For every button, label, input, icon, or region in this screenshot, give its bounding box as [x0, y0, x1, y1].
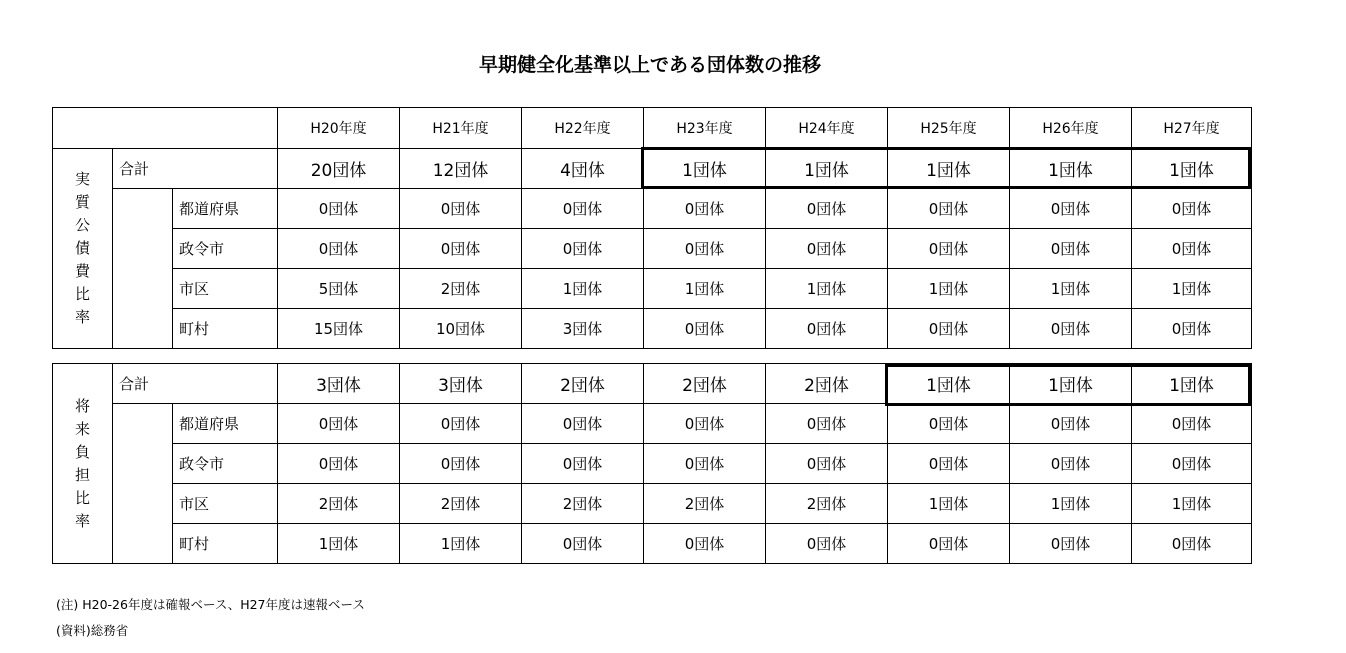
cell-value: 0団体: [400, 444, 522, 484]
total-value: 12団体: [400, 149, 522, 189]
footnote: (注) H20-26年度は確報ベース、H27年度は速報ベース: [56, 597, 365, 612]
total-value: 1団体: [1010, 364, 1132, 404]
total-value: 2団体: [766, 364, 888, 404]
cell-value: 0団体: [1132, 309, 1252, 349]
cell-value: 0団体: [522, 524, 644, 564]
total-value: 20団体: [278, 149, 400, 189]
section-label-char: 質: [74, 193, 90, 211]
total-value: 1団体: [766, 149, 888, 189]
row-label: 都道府県: [173, 189, 278, 229]
cell-value: 5団体: [278, 269, 400, 309]
column-header: H25年度: [888, 108, 1010, 149]
row-label: 市区: [173, 269, 278, 309]
column-header: H27年度: [1132, 108, 1252, 149]
header-row: [53, 108, 1252, 149]
section-label-char: 比: [74, 285, 90, 303]
cell-value: 0団体: [278, 229, 400, 269]
row-label: 町村: [173, 524, 278, 564]
section-label-char: 債: [74, 239, 90, 257]
cell-value: 1団体: [644, 269, 766, 309]
total-value: 2団体: [644, 364, 766, 404]
cell-value: 0団体: [888, 309, 1010, 349]
total-value: 1団体: [1010, 149, 1132, 189]
cell-value: 2団体: [400, 484, 522, 524]
section-label-char: 担: [74, 465, 90, 484]
total-value: 1団体: [1132, 364, 1252, 404]
section-label: [53, 364, 113, 564]
cell-value: 1団体: [522, 269, 644, 309]
cell-value: 0団体: [888, 229, 1010, 269]
cell-value: 0団体: [766, 524, 888, 564]
cell-value: 0団体: [1132, 524, 1252, 564]
table-row: [53, 444, 1252, 484]
cell-value: 0団体: [1010, 189, 1132, 229]
cell-value: 0団体: [278, 404, 400, 444]
cell-value: 0団体: [1010, 524, 1132, 564]
cell-value: 2団体: [766, 484, 888, 524]
cell-value: 0団体: [522, 404, 644, 444]
column-header: H21年度: [400, 108, 522, 149]
row-label: 町村: [173, 309, 278, 349]
total-value: 4団体: [522, 149, 644, 189]
section-label: [53, 149, 113, 349]
cell-value: 3団体: [522, 309, 644, 349]
column-header: H23年度: [644, 108, 766, 149]
cell-value: 0団体: [888, 444, 1010, 484]
total-value: 1団体: [644, 149, 766, 189]
cell-value: 2団体: [400, 269, 522, 309]
total-label: 合計: [113, 149, 278, 189]
cell-value: 0団体: [644, 444, 766, 484]
indent-cell: [113, 404, 173, 564]
cell-value: 0団体: [644, 189, 766, 229]
column-header: H22年度: [522, 108, 644, 149]
table-row: [53, 524, 1252, 564]
column-header: H26年度: [1010, 108, 1132, 149]
cell-value: 0団体: [766, 189, 888, 229]
cell-value: 1団体: [278, 524, 400, 564]
section-label-char: 負: [74, 442, 90, 461]
cell-value: 0団体: [888, 524, 1010, 564]
cell-value: 15団体: [278, 309, 400, 349]
table-row: [53, 484, 1252, 524]
table-row: [53, 229, 1252, 269]
cell-value: 1団体: [888, 484, 1010, 524]
section-label-char: 公: [74, 216, 90, 234]
row-label: 政令市: [173, 229, 278, 269]
cell-value: 0団体: [644, 524, 766, 564]
cell-value: 0団体: [1132, 444, 1252, 484]
column-header: H20年度: [278, 108, 400, 149]
column-header: H24年度: [766, 108, 888, 149]
indent-cell: [113, 189, 173, 349]
cell-value: 2団体: [278, 484, 400, 524]
page-title: 早期健全化基準以上である団体数の推移: [478, 54, 821, 76]
total-row: [53, 149, 1252, 189]
cell-value: 0団体: [400, 404, 522, 444]
cell-value: 0団体: [766, 309, 888, 349]
total-value: 3団体: [400, 364, 522, 404]
cell-value: 10団体: [400, 309, 522, 349]
cell-value: 1団体: [766, 269, 888, 309]
source-note: (資料)総務省: [56, 623, 129, 638]
total-value: 3団体: [278, 364, 400, 404]
table-row: [53, 309, 1252, 349]
cell-value: 0団体: [644, 229, 766, 269]
cell-value: 0団体: [522, 229, 644, 269]
data-table: [52, 107, 1252, 564]
cell-value: 0団体: [1132, 404, 1252, 444]
section-gap: [53, 349, 1252, 364]
table-row: [53, 269, 1252, 309]
cell-value: 0団体: [644, 404, 766, 444]
section-label-char: 費: [74, 262, 90, 280]
cell-value: 1団体: [888, 269, 1010, 309]
cell-value: 0団体: [1132, 189, 1252, 229]
total-row: [53, 364, 1252, 404]
total-value: 1団体: [1132, 149, 1252, 189]
cell-value: 0団体: [888, 189, 1010, 229]
gap-cell: [53, 349, 1252, 364]
cell-value: 0団体: [888, 404, 1010, 444]
header-corner: [53, 108, 278, 149]
cell-value: 0団体: [1010, 444, 1132, 484]
cell-value: 0団体: [522, 189, 644, 229]
cell-value: 1団体: [1010, 269, 1132, 309]
cell-value: 1団体: [400, 524, 522, 564]
cell-value: 1団体: [1010, 484, 1132, 524]
section-label-char: 来: [74, 419, 90, 438]
table-row: [53, 404, 1252, 444]
cell-value: 0団体: [766, 444, 888, 484]
cell-value: 2団体: [522, 484, 644, 524]
cell-value: 0団体: [1132, 229, 1252, 269]
total-label: 合計: [113, 364, 278, 404]
cell-value: 2団体: [644, 484, 766, 524]
row-label: 都道府県: [173, 404, 278, 444]
cell-value: 0団体: [766, 404, 888, 444]
cell-value: 1団体: [1132, 484, 1252, 524]
cell-value: 0団体: [522, 444, 644, 484]
cell-value: 0団体: [400, 189, 522, 229]
cell-value: 0団体: [644, 309, 766, 349]
total-value: 1団体: [888, 364, 1010, 404]
cell-value: 0団体: [1010, 404, 1132, 444]
section-label-char: 実: [74, 170, 90, 188]
cell-value: 0団体: [1010, 309, 1132, 349]
cell-value: 0団体: [278, 189, 400, 229]
cell-value: 0団体: [766, 229, 888, 269]
row-label: 政令市: [173, 444, 278, 484]
section-label-char: 将: [74, 396, 90, 415]
section-label-char: 率: [74, 511, 90, 530]
total-value: 2団体: [522, 364, 644, 404]
cell-value: 0団体: [1010, 229, 1132, 269]
cell-value: 0団体: [400, 229, 522, 269]
cell-value: 1団体: [1132, 269, 1252, 309]
total-value: 1団体: [888, 149, 1010, 189]
row-label: 市区: [173, 484, 278, 524]
table-row: [53, 189, 1252, 229]
section-label-char: 比: [74, 488, 90, 507]
section-label-char: 率: [74, 308, 90, 326]
cell-value: 0団体: [278, 444, 400, 484]
